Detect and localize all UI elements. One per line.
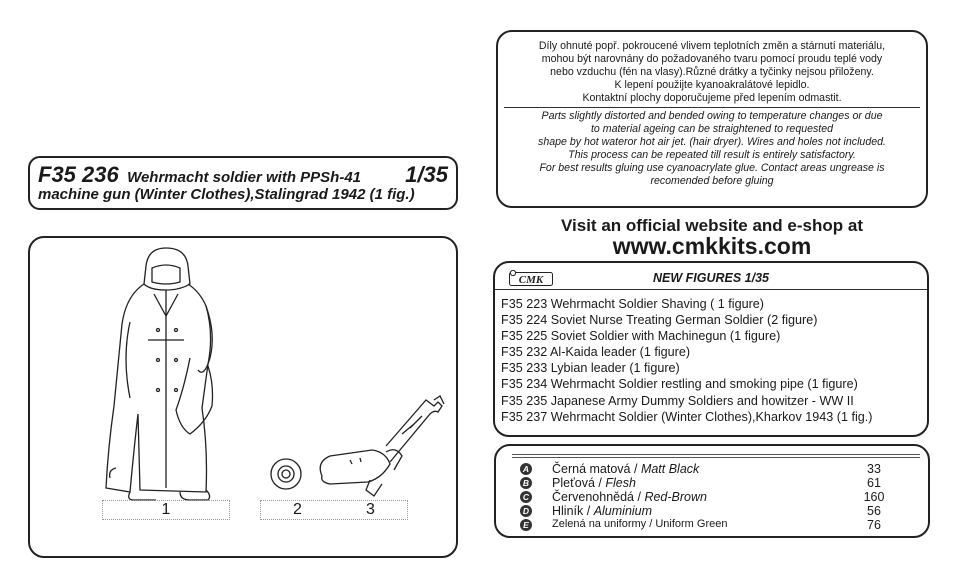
new-figure-item: F35 235 Japanese Army Dummy Soldiers and howitzer - WW II	[501, 393, 854, 408]
notes-czech-line: Kontaktní plochy doporučujeme před lepením odmastit.	[582, 92, 842, 104]
color-name-en: Uniform Green	[655, 518, 728, 530]
color-name-cz: Hliník	[552, 504, 584, 518]
new-figures-box	[493, 261, 929, 437]
notes-czech-line: Díly ohnuté popř. pokroucené vlivem teplotních změn a stárnutí materiálu,	[538, 40, 886, 52]
new-figure-item: F35 224 Soviet Nurse Treating German Soldier (2 figure)	[501, 313, 818, 328]
notes-english-line: For best results gluing use cyanoacrylate glue. Contact areas ungrease is	[539, 162, 885, 174]
color-number: 61	[867, 476, 881, 490]
color-name: Hliník / Aluminium	[552, 504, 653, 518]
kit-name: Wehrmacht soldier with PPSh-41	[127, 169, 362, 186]
notes-czech-line: mohou být narovnány do požadovaného tvaru pomocí proudu teplé vody	[541, 53, 883, 65]
color-name-en: Matt Black	[640, 462, 700, 476]
paint-colors-box	[494, 444, 930, 538]
website-url-link[interactable]: www.cmkkits.com	[612, 233, 812, 259]
new-figures-header	[495, 267, 927, 290]
color-table-rule	[512, 457, 920, 458]
new-figures-list	[501, 296, 927, 425]
color-table-rule	[512, 454, 920, 455]
color-name-en: Red-Brown	[644, 490, 707, 504]
new-figure-item: F35 237 Wehrmacht Soldier (Winter Clothes),Kharkov 1943 (1 fig.)	[501, 409, 873, 424]
cmk-logo-text: CMK	[518, 274, 544, 286]
new-figure-item: F35 225 Soviet Soldier with Machinegun (1 figure)	[501, 329, 781, 344]
new-figure-item: F35 232 Al-Kaida leader (1 figure)	[501, 345, 691, 360]
new-figure-item: F35 233 Lybian leader (1 figure)	[501, 361, 680, 376]
kit-scale: 1/35	[405, 162, 448, 187]
part-label-1: 1	[102, 500, 230, 520]
part-number-3: 3	[366, 501, 375, 518]
color-name: Černá matová / Matt Black	[552, 462, 700, 476]
new-figures-title: NEW FIGURES 1/35	[653, 271, 769, 285]
color-name-cz: Červenohnědá	[552, 490, 635, 504]
website-heading: Visit an official website and e-shop at	[561, 216, 863, 235]
notes-czech	[504, 40, 920, 107]
color-row	[496, 518, 928, 532]
kit-title-line	[38, 162, 448, 188]
new-figure-item: F35 223 Wehrmacht Soldier Shaving ( 1 figure)	[501, 297, 764, 311]
notes-english-line: Parts slightly distorted and bended owing to temperature changes or due	[541, 110, 883, 122]
color-name-en: Aluminium	[593, 504, 653, 518]
assembly-notes-box	[496, 30, 928, 208]
color-number: 160	[863, 490, 885, 504]
color-number: 56	[867, 504, 881, 518]
color-row	[496, 462, 928, 476]
notes-czech-line: K lepení použijte kyanoakralátové lepidlo.	[614, 79, 810, 91]
color-letter-badge: B	[520, 477, 532, 489]
part-label-2-3	[260, 500, 408, 520]
notes-english-line: This process can be repeated till result is entirely satisfactory.	[568, 149, 856, 161]
part-number-2: 2	[293, 501, 302, 518]
color-letter-badge: D	[520, 505, 532, 517]
color-row	[496, 490, 928, 504]
color-name: Pleťová / Flesh	[552, 476, 636, 490]
color-name-en: Flesh	[605, 476, 636, 490]
soldier-figure-drawing	[106, 248, 213, 500]
kit-subtitle: machine gun (Winter Clothes),Stalingrad 1942 (1 fig.)	[38, 186, 415, 203]
color-name: Zelená na uniformy / Uniform Green	[552, 518, 728, 530]
color-letter-badge: A	[520, 463, 532, 475]
notes-english-line: shape by hot wateror hot air jet. (hair dryer). Wires and holes not included.	[538, 136, 886, 148]
color-letter-badge: E	[520, 519, 532, 531]
kit-code: F35 236	[38, 162, 119, 187]
new-figure-item: F35 234 Wehrmacht Soldier restling and smoking pipe (1 figure)	[501, 377, 858, 392]
notes-english	[504, 107, 920, 188]
notes-english-line: recomended before gluing	[650, 175, 774, 187]
color-number: 33	[867, 462, 881, 476]
color-name-cz: Zelená na uniformy	[552, 518, 647, 530]
drum-magazine-drawing	[271, 459, 301, 489]
color-number: 76	[867, 518, 881, 532]
color-row	[496, 476, 928, 490]
figure-illustration-box	[28, 236, 458, 558]
kit-title-box	[28, 156, 458, 210]
color-row	[496, 504, 928, 518]
ppsh-arm-drawing	[320, 396, 444, 496]
notes-czech-line: nebo vzduchu (fén na vlasy).Různé drátky a tyčinky nejsou přiloženy.	[550, 66, 874, 78]
color-name-cz: Černá matová	[552, 462, 631, 476]
color-name: Červenohnědá / Red-Brown	[552, 490, 707, 504]
color-name-cz: Pleťová	[552, 476, 595, 490]
color-letter-badge: C	[520, 491, 532, 503]
notes-english-line: to material ageing can be straightened to requested	[590, 123, 834, 135]
